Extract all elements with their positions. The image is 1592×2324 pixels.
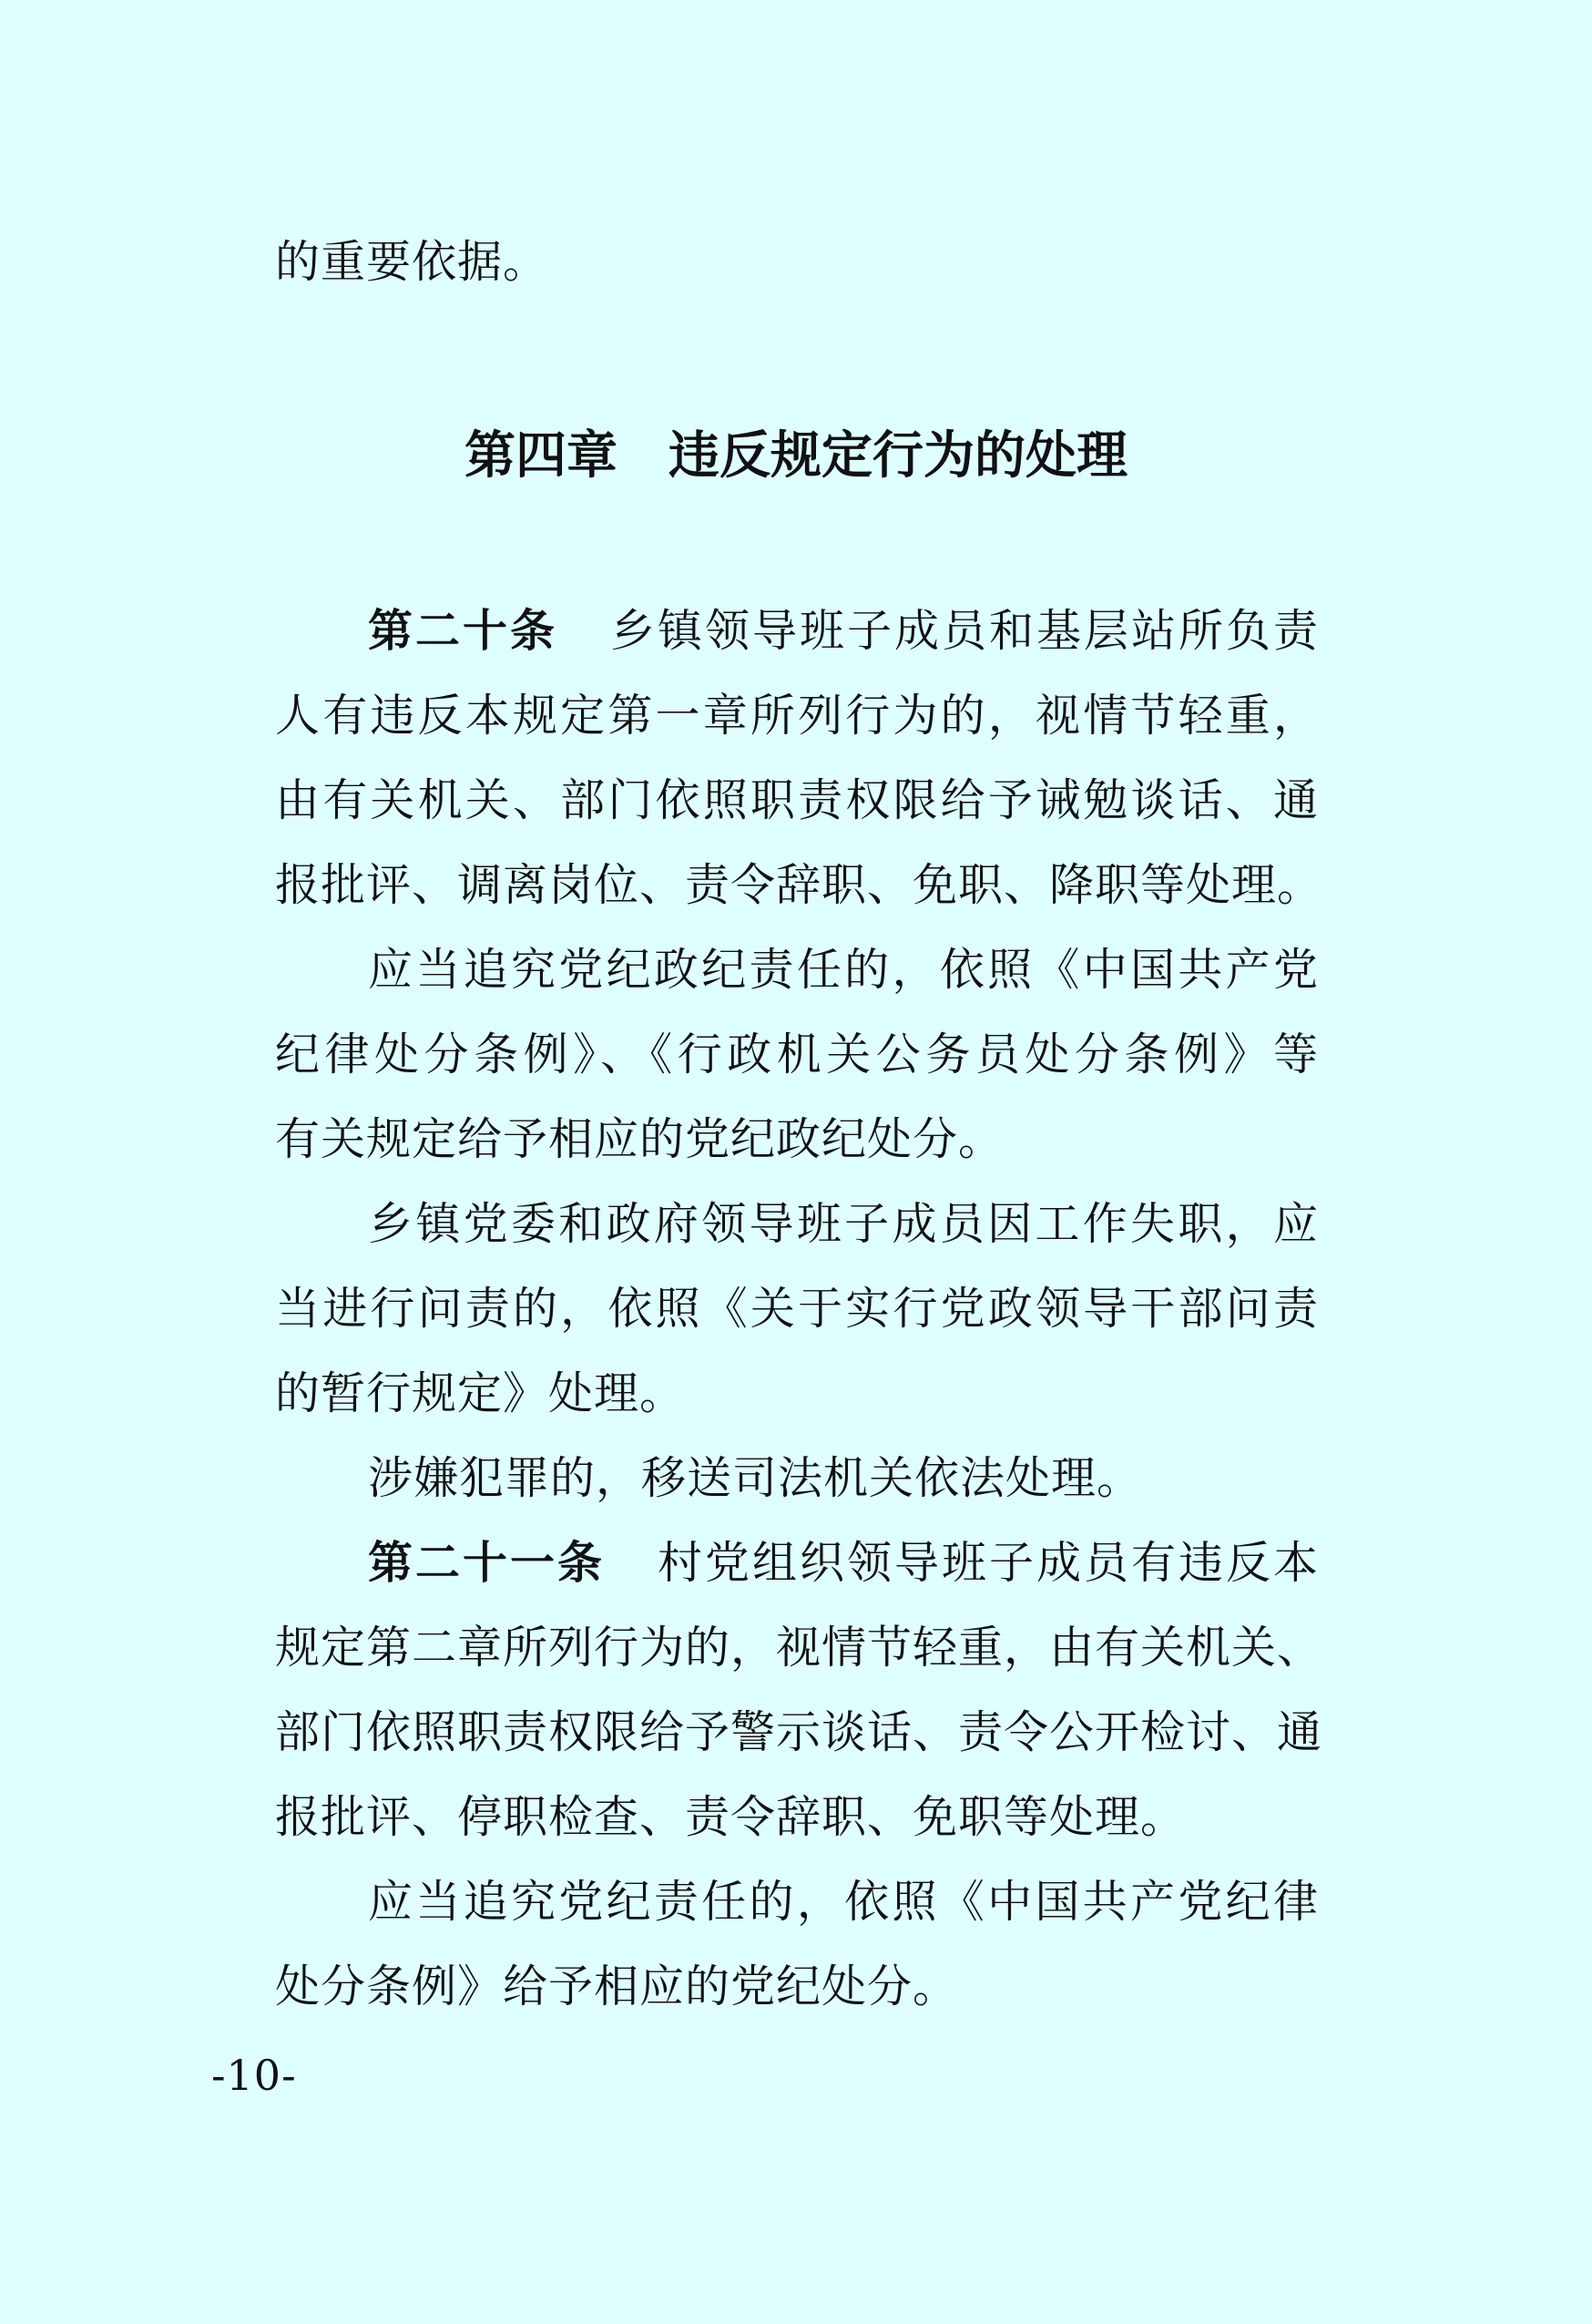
article-20-line-2: 人有违反本规定第一章所列行为的，视情节轻重， [275,690,1319,742]
article-20-line-4: 报批评、调离岗位、责令辞职、免职、降职等处理。 [275,859,1323,911]
article-21-line-1: 村党组织领导班子成员有违反本 [656,1537,1319,1589]
article-20-para-2-line-2: 纪律处分条例》、《行政机关公务员处分条例》等 [275,1029,1319,1080]
article-21-line-2: 规定第二章所列行为的，视情节轻重，由有关机关、 [275,1622,1323,1674]
article-20-first-line [368,604,1319,659]
article-20-line-1: 乡镇领导班子成员和基层站所负责 [608,605,1319,657]
chapter-heading: 第四章 违反规定行为的处理 [464,426,1128,486]
article-21-para-2-line-1: 应当追究党纪责任的，依照《中国共产党纪律 [368,1876,1319,1928]
article-20-label: 第二十条 [368,605,557,657]
article-20-para-3-line-3: 的暂行规定》处理。 [275,1367,686,1419]
continuation-line: 的重要依据。 [275,236,549,288]
article-21-line-3: 部门依照职责权限给予警示谈话、责令公开检讨、通 [275,1706,1323,1758]
article-21-line-4: 报批评、停职检查、责令辞职、免职等处理。 [275,1791,1187,1843]
article-21-first-line [368,1536,1319,1591]
article-20-para-3-line-1: 乡镇党委和政府领导班子成员因工作失职，应 [368,1198,1319,1250]
article-20-para-2-line-3: 有关规定给予相应的党纪政纪处分。 [275,1113,1005,1165]
article-20-para-2-line-1: 应当追究党纪政纪责任的，依照《中国共产党 [368,944,1319,996]
article-20-line-3: 由有关机关、部门依照职责权限给予诫勉谈话、通 [275,774,1319,826]
page-number: -10- [211,2051,297,2100]
article-20-para-3-line-2: 当进行问责的，依照《关于实行党政领导干部问责 [275,1283,1319,1335]
article-21-label: 第二十一条 [368,1537,605,1589]
article-21-para-2-line-2: 处分条例》给予相应的党纪处分。 [275,1961,959,2012]
article-20-para-4-line-1: 涉嫌犯罪的，移送司法机关依法处理。 [368,1452,1143,1504]
